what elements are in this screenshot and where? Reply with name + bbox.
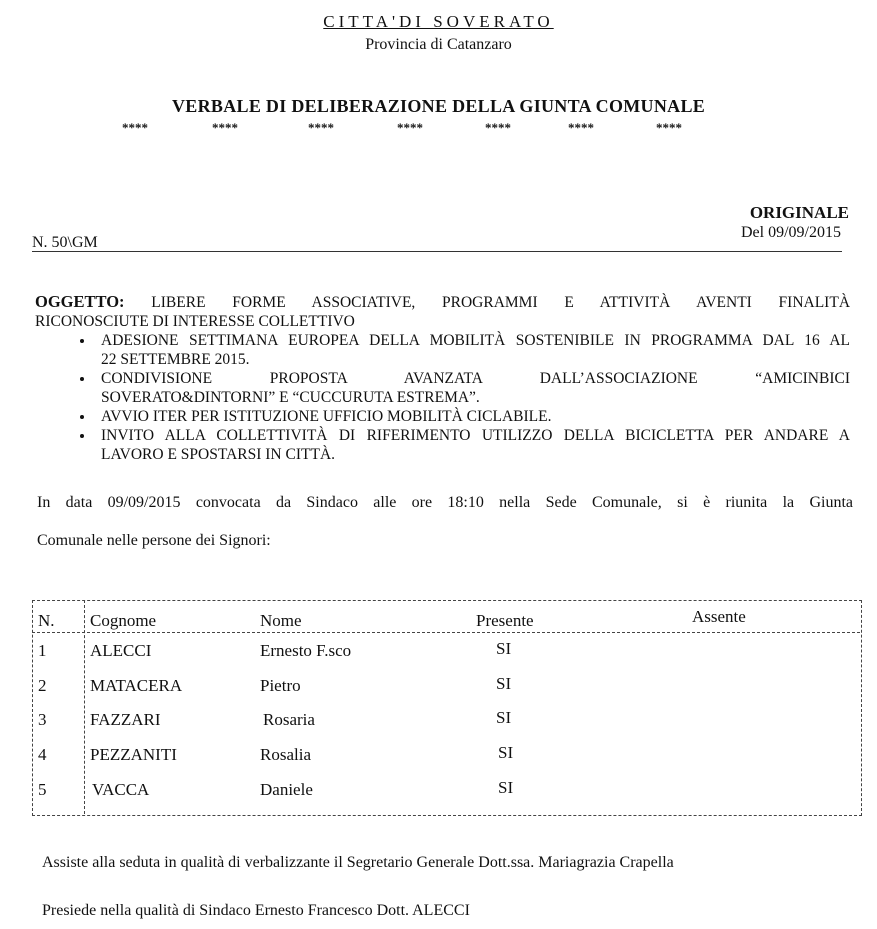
column-header-cognome: Cognome	[90, 611, 157, 630]
star-separator: ****	[212, 120, 238, 135]
star-separator: ****	[308, 120, 334, 135]
subject-bullet-list	[35, 331, 850, 464]
star-separator: ****	[397, 120, 423, 135]
row-nome: Daniele	[260, 780, 313, 799]
row-nome: Pietro	[260, 676, 301, 695]
header-rule	[32, 251, 842, 252]
row-cognome: ALECCI	[90, 641, 152, 660]
column-header-n: N.	[38, 611, 55, 630]
star-separator: ****	[485, 120, 511, 135]
subject-line-2: RICONOSCIUTE DI INTERESSE COLLETTIVO	[35, 313, 355, 330]
assist-statement: Assiste alla seduta in qualità di verbalizzante il Segretario Generale Dott.ssa. Mariagrazia Crapella	[42, 854, 674, 871]
intro-line-1: In data 09/09/2015 convocata da Sindaco alle ore 18:10 nella Sede Comunale, si è riunita la Giunta	[37, 494, 853, 511]
intro-line-2: Comunale nelle persone dei Signori:	[37, 532, 271, 549]
row-presente: SI	[496, 674, 512, 693]
city-title: CITTA'DI SOVERATO	[323, 12, 554, 31]
document-number: N. 50\GM	[32, 234, 98, 251]
original-label: ORIGINALE	[749, 203, 849, 222]
row-presente: SI	[496, 639, 512, 658]
preside-statement: Presiede nella qualità di Sindaco Ernesto Francesco Dott. ALECCI	[42, 902, 470, 919]
subject-section	[35, 292, 850, 464]
bullet-line: • INVITO ALLA COLLETTIVITÀ DI RIFERIMENTO UTILIZZO DELLA BICICLETTA PER ANDARE A	[101, 427, 850, 444]
row-number: 3	[38, 710, 47, 729]
row-number: 1	[38, 641, 47, 660]
list-item	[95, 407, 850, 426]
table-column-divider	[84, 600, 85, 814]
row-number: 5	[38, 780, 47, 799]
column-header-assente: Assente	[692, 607, 746, 626]
document-title: VERBALE DI DELIBERAZIONE DELLA GIUNTA COMUNALE	[172, 96, 706, 116]
bullet-line: 22 SETTEMBRE 2015.	[101, 351, 250, 368]
row-nome: Rosalia	[260, 745, 311, 764]
row-presente: SI	[498, 778, 514, 797]
bullet-line: • ADESIONE SETTIMANA EUROPEA DELLA MOBILITÀ SOSTENIBILE IN PROGRAMMA DAL 16 AL	[101, 332, 850, 349]
list-item	[95, 426, 850, 464]
column-header-nome: Nome	[260, 611, 302, 630]
star-separator: ****	[122, 120, 148, 135]
row-presente: SI	[496, 708, 512, 727]
bullet-line: • CONDIVISIONE PROPOSTA AVANZATA DALL’ASSOCIAZIONE “AMICINBICI	[101, 370, 850, 387]
subject-line-1	[35, 292, 850, 312]
star-separator: ****	[568, 120, 594, 135]
document-date: Del 09/09/2015	[741, 224, 841, 241]
bullet-line: AVVIO ITER PER ISTITUZIONE UFFICIO MOBILITÀ CICLABILE.	[101, 408, 552, 425]
subject-label: OGGETTO:	[35, 292, 125, 311]
row-cognome: MATACERA	[90, 676, 183, 695]
subject-text: LIBERE FORME ASSOCIATIVE, PROGRAMMI E ATTIVITÀ AVENTI FINALITÀ	[151, 294, 851, 311]
row-cognome: VACCA	[92, 780, 150, 799]
row-presente: SI	[498, 743, 514, 762]
list-item	[95, 331, 850, 369]
row-nome: Rosaria	[263, 710, 315, 729]
bullet-line: LAVORO E SPOSTARSI IN CITTÀ.	[101, 446, 336, 463]
column-header-presente: Presente	[476, 611, 534, 630]
table-header-rule	[32, 632, 860, 633]
star-separator: ****	[656, 120, 682, 135]
row-number: 2	[38, 676, 47, 695]
bullet-line: SOVERATO&DINTORNI” E “CUCCURUTA ESTREMA”.	[101, 389, 480, 406]
row-nome: Ernesto F.sco	[260, 641, 352, 660]
list-item	[95, 369, 850, 407]
row-cognome: PEZZANITI	[90, 745, 177, 764]
row-cognome: FAZZARI	[90, 710, 161, 729]
row-number: 4	[38, 745, 47, 764]
province-subtitle: Provincia di Catanzaro	[365, 36, 512, 53]
